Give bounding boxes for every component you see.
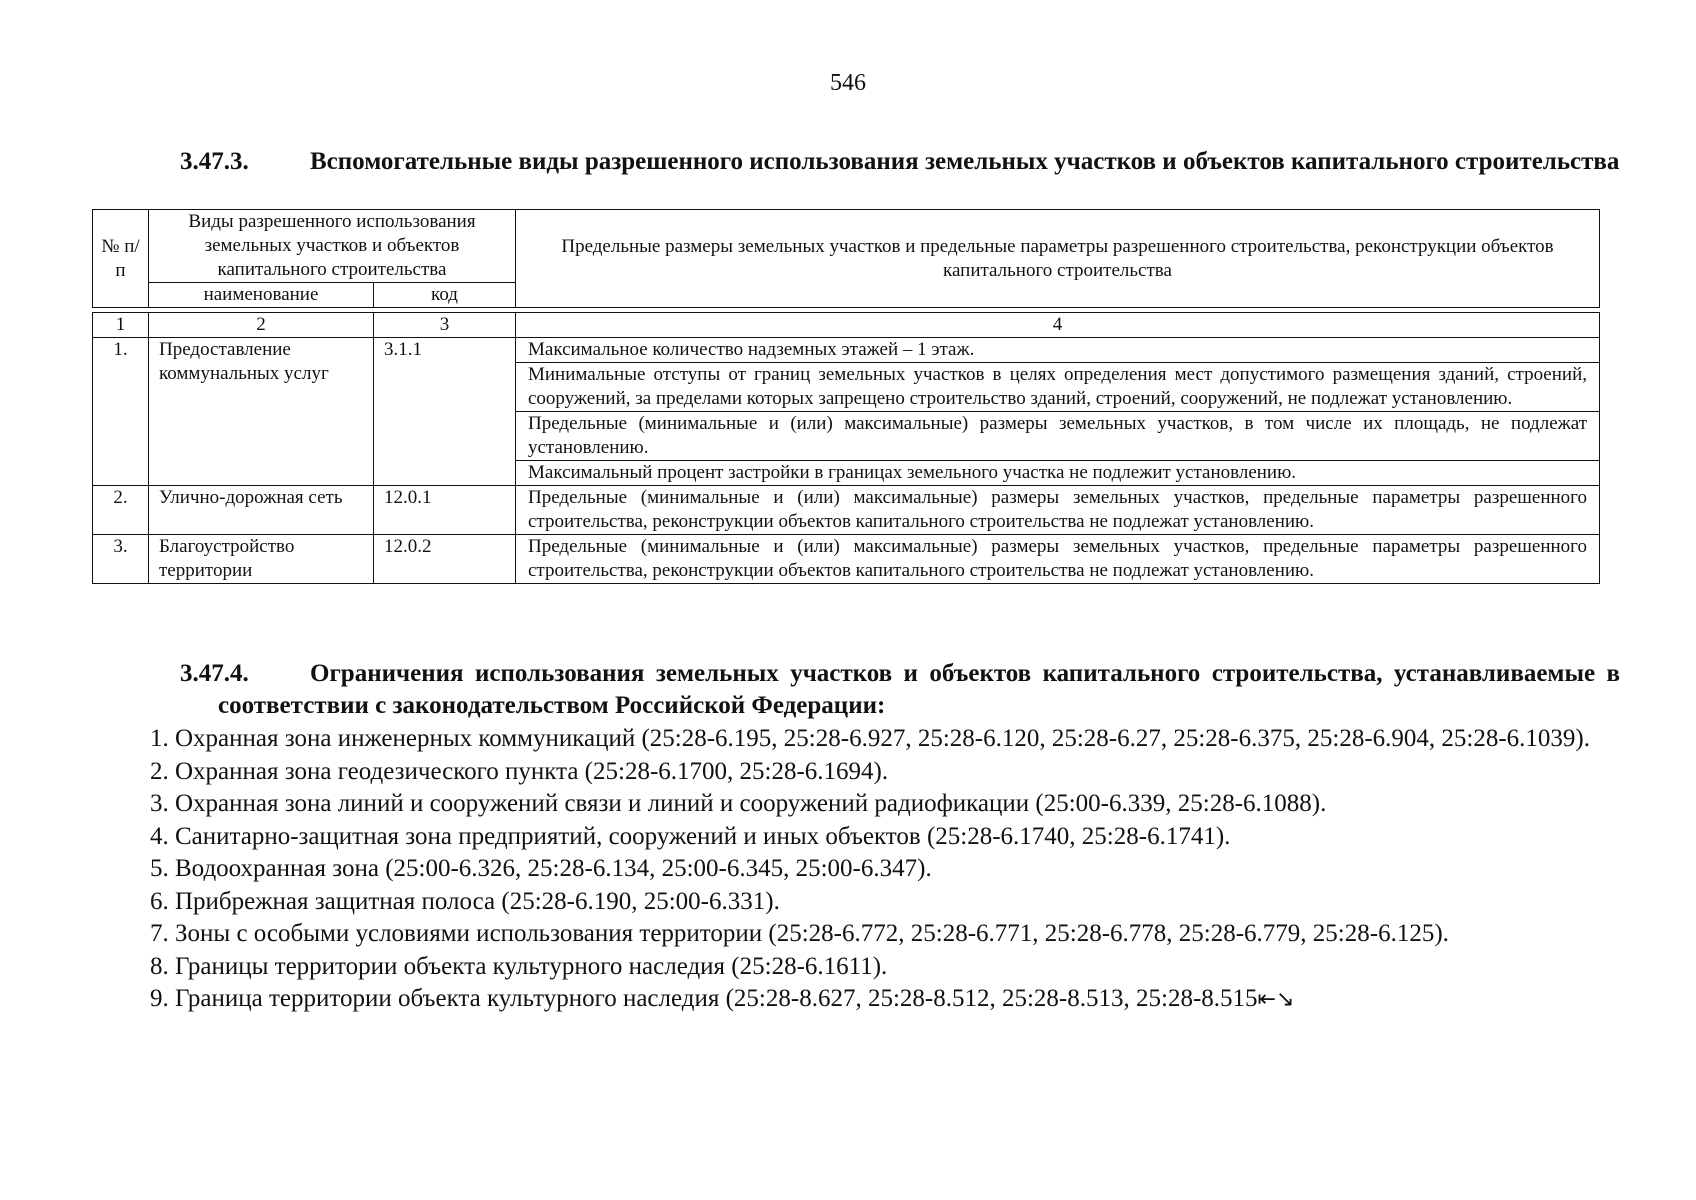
col-number: 2: [149, 313, 374, 338]
list-item: 8. Границы территории объекта культурного наследия (25:28-6.1611).: [150, 952, 888, 980]
row-num: 3.: [93, 535, 149, 584]
row-name: Благоустройство территории: [149, 535, 374, 584]
section-heading-3-47-3: [92, 146, 1620, 178]
header-num: № п/п: [93, 210, 149, 308]
row-code: 3.1.1: [374, 338, 516, 486]
table-row: [93, 338, 1600, 363]
col-number: 1: [93, 313, 149, 338]
list-item: 2. Охранная зона геодезического пункта (25:28-6.1700, 25:28-6.1694).: [150, 757, 889, 785]
list-item: [92, 983, 1620, 1017]
row-param: Предельные (минимальные и (или) максимальные) размеры земельных участков, предельные параметры разрешенного строительства, реконструкции объектов капитального строительства не подлежат установлению.: [516, 535, 1600, 584]
header-name: наименование: [149, 283, 374, 308]
list-item-text: 9. Граница территории объекта культурного наследия (25:28-8.627, 25:28-8.512, 25:28-8.513, 25:28-8.515: [150, 985, 1258, 1012]
row-param: Предельные (минимальные и (или) максимальные) размеры земельных участков, в том числе их площадь, не подлежат установлению.: [516, 412, 1600, 461]
row-param: Максимальное количество надземных этажей – 1 этаж.: [516, 338, 1600, 363]
list-item: 3. Охранная зона линий и сооружений связи и линий и сооружений радиофикации (25:00-6.339, 25:28-6.1088).: [150, 790, 1327, 817]
header-limits: Предельные размеры земельных участков и предельные параметры разрешенного строительства, реконструкции объектов капитального строительства: [516, 210, 1600, 308]
section-heading-3-47-4: [92, 658, 1620, 722]
row-param: Максимальный процент застройки в границах земельного участка не подлежит установлению.: [516, 461, 1600, 486]
restrictions-list: [92, 723, 1620, 1017]
continuation-arrows-icon: ⇤↘: [1257, 987, 1295, 1012]
row-code: 12.0.2: [374, 535, 516, 584]
permitted-use-table: [92, 209, 1600, 584]
list-item: 4. Санитарно-защитная зона предприятий, сооружений и иных объектов (25:28-6.1740, 25:28-6.1741).: [150, 822, 1231, 850]
row-param: Предельные (минимальные и (или) максимальные) размеры земельных участков, предельные параметры разрешенного строительства, реконструкции объектов капитального строительства не подлежат установлению.: [516, 486, 1600, 535]
table-row: [93, 486, 1600, 535]
table-header-row: [93, 210, 1600, 283]
header-code: код: [374, 283, 516, 308]
section-title: Вспомогательные виды разрешенного использования земельных участков и объектов капитального строительства: [310, 148, 1620, 175]
list-item: 5. Водоохранная зона (25:00-6.326, 25:28-6.134, 25:00-6.345, 25:00-6.347).: [150, 855, 932, 882]
col-number: 4: [516, 313, 1600, 338]
row-num: 2.: [93, 486, 149, 535]
row-param: Минимальные отступы от границ земельных участков в целях определения мест допустимого размещения зданий, строений, сооружений, за пределами которых запрещено строительство зданий, строений, сооружений, не подлежат установлению.: [516, 363, 1600, 412]
page-number: 546: [830, 70, 866, 96]
row-name: Предоставление коммунальных услуг: [149, 338, 374, 486]
section-title: Ограничения использования земельных участков и объектов капитального строительства, устанавливаемые в соответствии с законодательством Российской Федерации:: [218, 660, 1620, 719]
row-num: 1.: [93, 338, 149, 486]
col-number: 3: [374, 313, 516, 338]
list-item: 1. Охранная зона инженерных коммуникаций (25:28-6.195, 25:28-6.927, 25:28-6.120, 25:28-6.27, 25:28-6.375, 25:28-6.904, 25:28-6.1039).: [150, 725, 1591, 752]
list-item: 7. Зоны с особыми условиями использования территории (25:28-6.772, 25:28-6.771, 25:28-6.778, 25:28-6.779, 25:28-6.125).: [150, 920, 1449, 947]
header-types: Виды разрешенного использования земельных участков и объектов капитального строительства: [149, 210, 516, 283]
list-item: 6. Прибрежная защитная полоса (25:28-6.190, 25:00-6.331).: [150, 887, 780, 915]
section-number: 3.47.3.: [180, 148, 249, 175]
table-row: [93, 535, 1600, 584]
section-number: 3.47.4.: [180, 660, 249, 687]
column-number-row: [93, 313, 1600, 338]
row-name: Улично-дорожная сеть: [149, 486, 374, 535]
row-code: 12.0.1: [374, 486, 516, 535]
